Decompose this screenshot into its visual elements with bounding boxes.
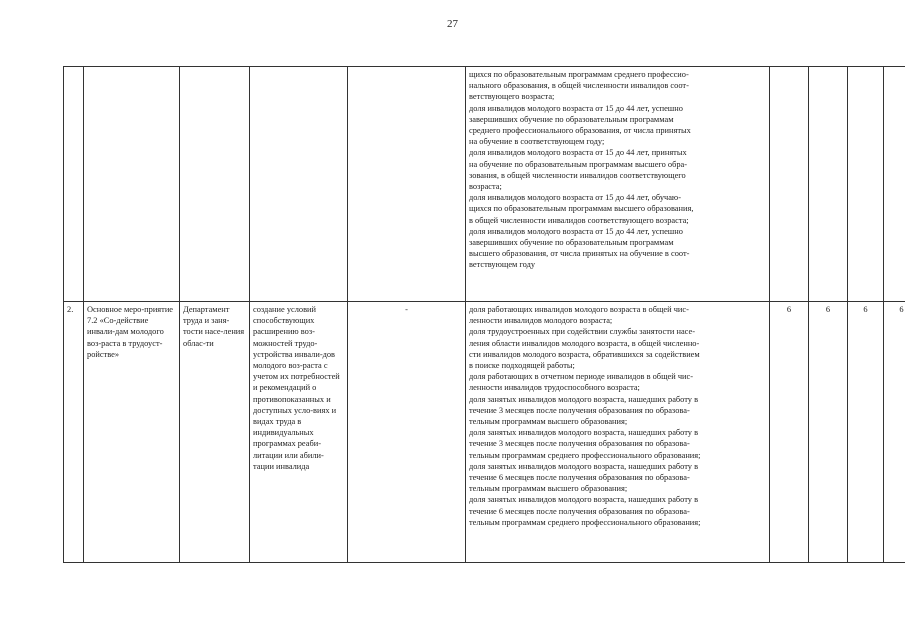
expected-result: создание условий способствующих расширению воз-можностей трудо-устройства инвали-дов молодого воз-раста с учетом их потребностей и рекомендаций о противопоказанных и доступных усло-виях и видах труда в индивидуальных программах реаби-литации или абили-тации инвалида xyxy=(250,302,348,563)
cell-risk xyxy=(348,67,466,302)
indicator-line: ветствующего возраста; xyxy=(469,92,555,102)
indicator-line: доля инвалидов молодого возраста от 15 до 44 лет, успешно xyxy=(469,103,683,113)
cell-indicators xyxy=(466,302,770,563)
indicator-line: тельным программам среднего профессионального образования; xyxy=(469,450,701,460)
cell-value xyxy=(809,67,848,302)
risk-value: - xyxy=(348,302,466,563)
indicator-line: на обучение по образовательным программам высшего обра- xyxy=(469,159,688,169)
measure-name: Основное меро-приятие 7.2 «Со-действие инвали-дам молодого воз-раста в трудоуст-ройстве» xyxy=(84,302,180,563)
cell-measure xyxy=(84,67,180,302)
page-number: 27 xyxy=(447,18,458,30)
indicator-line: зования, в общей численности инвалидов соответствующего xyxy=(469,170,686,180)
indicator-line: тельным программам среднего профессионального образования; xyxy=(469,517,701,527)
indicator-line: в поиске подходящей работы; xyxy=(469,361,575,371)
indicator-line: завершивших обучение по образовательным программам xyxy=(469,238,674,248)
indicator-line: ления области инвалидов молодого возраста, в общей численно- xyxy=(469,338,700,348)
cell-executor xyxy=(180,67,250,302)
target-value: 6 xyxy=(809,302,848,563)
indicator-line: щихся по образовательным программам среднего профессио- xyxy=(469,70,689,79)
cell-value xyxy=(848,67,884,302)
indicator-line: ветствующем году xyxy=(469,260,536,270)
target-value: 6 xyxy=(848,302,884,563)
program-table xyxy=(63,66,905,563)
target-value: 6 xyxy=(884,302,905,563)
row-number: 2. xyxy=(64,302,84,563)
table-row xyxy=(64,302,905,563)
indicator-line: доля инвалидов молодого возраста от 15 до 44 лет, успешно xyxy=(469,226,683,236)
table-row xyxy=(64,67,905,302)
indicator-line: в общей численности инвалидов соответствующего возраста; xyxy=(469,215,689,225)
cell-indicators xyxy=(466,67,770,302)
target-value: 6 xyxy=(770,302,809,563)
indicator-line: доля занятых инвалидов молодого возраста, нашедших работу в xyxy=(469,428,699,438)
indicator-line: течение 3 месяцев после получения образования по образова- xyxy=(469,405,690,415)
indicator-line: доля занятых инвалидов молодого возраста, нашедших работу в xyxy=(469,495,699,505)
indicator-line: высшего образования, от числа принятых на обучение в соот- xyxy=(469,249,690,259)
indicator-line: ленности инвалидов молодого возраста; xyxy=(469,316,613,326)
indicator-line: ленности инвалидов трудоспособного возраста; xyxy=(469,383,640,393)
indicator-line: доля инвалидов молодого возраста от 15 до 44 лет, обучаю- xyxy=(469,193,681,203)
cell-value xyxy=(884,67,905,302)
indicator-line: щихся по образовательным программам высшего образования, xyxy=(469,204,694,214)
indicator-line: среднего профессионального образования, от числа принятых xyxy=(469,126,691,136)
executor-name: Департамент труда и заня-тости насе-ления облас-ти xyxy=(180,302,250,563)
indicator-line: на обучение в соответствующем году; xyxy=(469,137,605,147)
indicator-line: нального образования, в общей численности инвалидов соот- xyxy=(469,81,689,91)
indicator-line: доля трудоустроенных при содействии службы занятости насе- xyxy=(469,327,695,337)
cell-number xyxy=(64,67,84,302)
indicator-line: течение 6 месяцев после получения образования по образова- xyxy=(469,506,690,516)
indicator-line: тельным программам высшего образования; xyxy=(469,484,628,494)
indicator-line: доля занятых инвалидов молодого возраста, нашедших работу в xyxy=(469,461,699,471)
indicator-line: сти инвалидов молодого возраста, обратившихся за содействием xyxy=(469,349,700,359)
indicator-line: доля занятых инвалидов молодого возраста, нашедших работу в xyxy=(469,394,699,404)
cell-result xyxy=(250,67,348,302)
indicator-line: доля инвалидов молодого возраста от 15 до 44 лет, принятых xyxy=(469,148,687,158)
indicator-line: течение 3 месяцев после получения образования по образова- xyxy=(469,439,690,449)
indicator-line: тельным программам высшего образования; xyxy=(469,417,628,427)
indicator-line: возраста; xyxy=(469,182,502,192)
indicator-line: течение 6 месяцев после получения образования по образова- xyxy=(469,473,690,483)
cell-value xyxy=(770,67,809,302)
indicator-line: завершивших обучение по образовательным программам xyxy=(469,114,674,124)
indicator-line: доля работающих в отчетном периоде инвалидов в общей чис- xyxy=(469,372,694,382)
indicator-line: доля работающих инвалидов молодого возраста в общей чис- xyxy=(469,305,689,314)
